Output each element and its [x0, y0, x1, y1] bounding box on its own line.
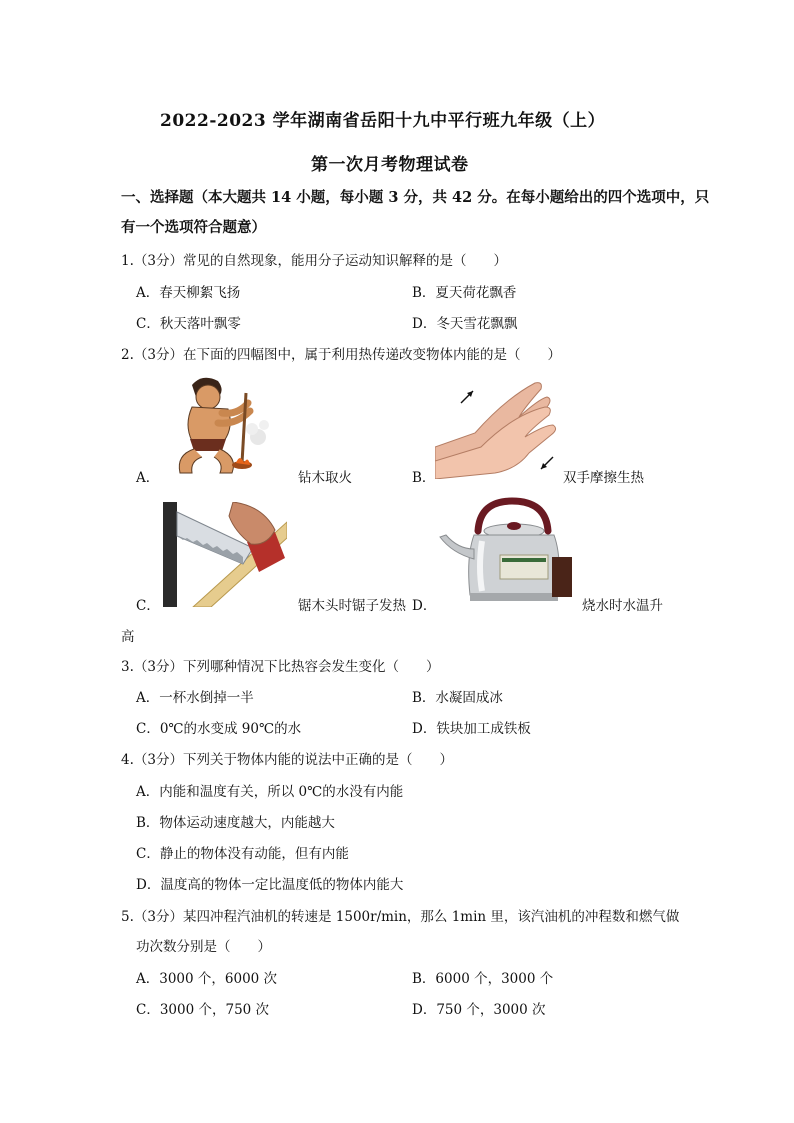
q1-option-b: B．夏天荷花飘香	[412, 285, 517, 301]
question-2-stem: 2.（3分）在下面的四幅图中，属于利用热传递改变物体内能的是（ ）	[121, 347, 561, 363]
question-3-stem: 3.（3分）下列哪种情况下比热容会发生变化（ ）	[121, 659, 440, 675]
q2-option-c-text: 锯木头时锯子发热	[298, 598, 406, 614]
q2-option-c-letter: C．	[136, 598, 160, 614]
q3-option-c: C．0℃的水变成 90℃的水	[136, 721, 302, 737]
q2-option-d-text-wrap: 高	[121, 629, 135, 645]
q2-option-d-text: 烧水时水温升	[582, 598, 663, 614]
question-1-stem: 1.（3分）常见的自然现象，能用分子运动知识解释的是（ ）	[121, 253, 507, 269]
q2-option-d-letter: D．	[412, 598, 437, 614]
q5-option-c: C．3000 个，750 次	[136, 1002, 270, 1018]
q5-option-d: D．750 个，3000 次	[412, 1002, 546, 1018]
question-5-stem-cont: 功次数分别是（ ）	[136, 939, 271, 955]
q2-option-b-letter: B．	[412, 470, 436, 486]
q1-option-d: D．冬天雪花飘飘	[412, 316, 518, 332]
kettle-image	[436, 497, 572, 609]
rubbing-hands-image	[435, 377, 560, 479]
section-heading-cont: 有一个选项符合题意）	[121, 219, 266, 236]
sawing-wood-image	[163, 502, 287, 607]
question-5-stem: 5.（3分）某四冲程汽油机的转速是 1500r/min，那么 1min 里，该汽油机的冲程数和燃气做	[121, 909, 680, 925]
q5-option-b: B．6000 个，3000 个	[412, 971, 554, 987]
q4-option-d: D．温度高的物体一定比温度低的物体内能大	[136, 877, 404, 893]
q4-option-b: B．物体运动速度越大，内能越大	[136, 815, 335, 831]
q4-option-c: C．静止的物体没有动能，但有内能	[136, 846, 349, 862]
caveman-drilling-fire-image	[162, 375, 270, 479]
q3-option-a: A．一杯水倒掉一半	[136, 690, 254, 706]
q4-option-a: A．内能和温度有关，所以 0℃的水没有内能	[136, 784, 404, 800]
q2-option-a-letter: A．	[136, 470, 160, 486]
title-line-1: 2022-2023 学年湖南省岳阳十九中平行班九年级（上）	[160, 111, 606, 131]
q3-option-d: D．铁块加工成铁板	[412, 721, 531, 737]
q3-option-b: B．水凝固成冰	[412, 690, 503, 706]
question-4-stem: 4.（3分）下列关于物体内能的说法中正确的是（ ）	[121, 752, 453, 768]
q2-option-b-text: 双手摩擦生热	[563, 470, 644, 486]
q5-option-a: A．3000 个，6000 次	[136, 971, 278, 987]
section-heading: 一、选择题（本大题共 14 小题，每小题 3 分，共 42 分。在每小题给出的四个选项中，只	[121, 189, 710, 206]
title-line-2: 第一次月考物理试卷	[311, 155, 469, 175]
q1-option-a: A．春天柳絮飞扬	[136, 285, 241, 301]
q2-option-a-text: 钻木取火	[298, 470, 352, 486]
q1-option-c: C．秋天落叶飘零	[136, 316, 241, 332]
